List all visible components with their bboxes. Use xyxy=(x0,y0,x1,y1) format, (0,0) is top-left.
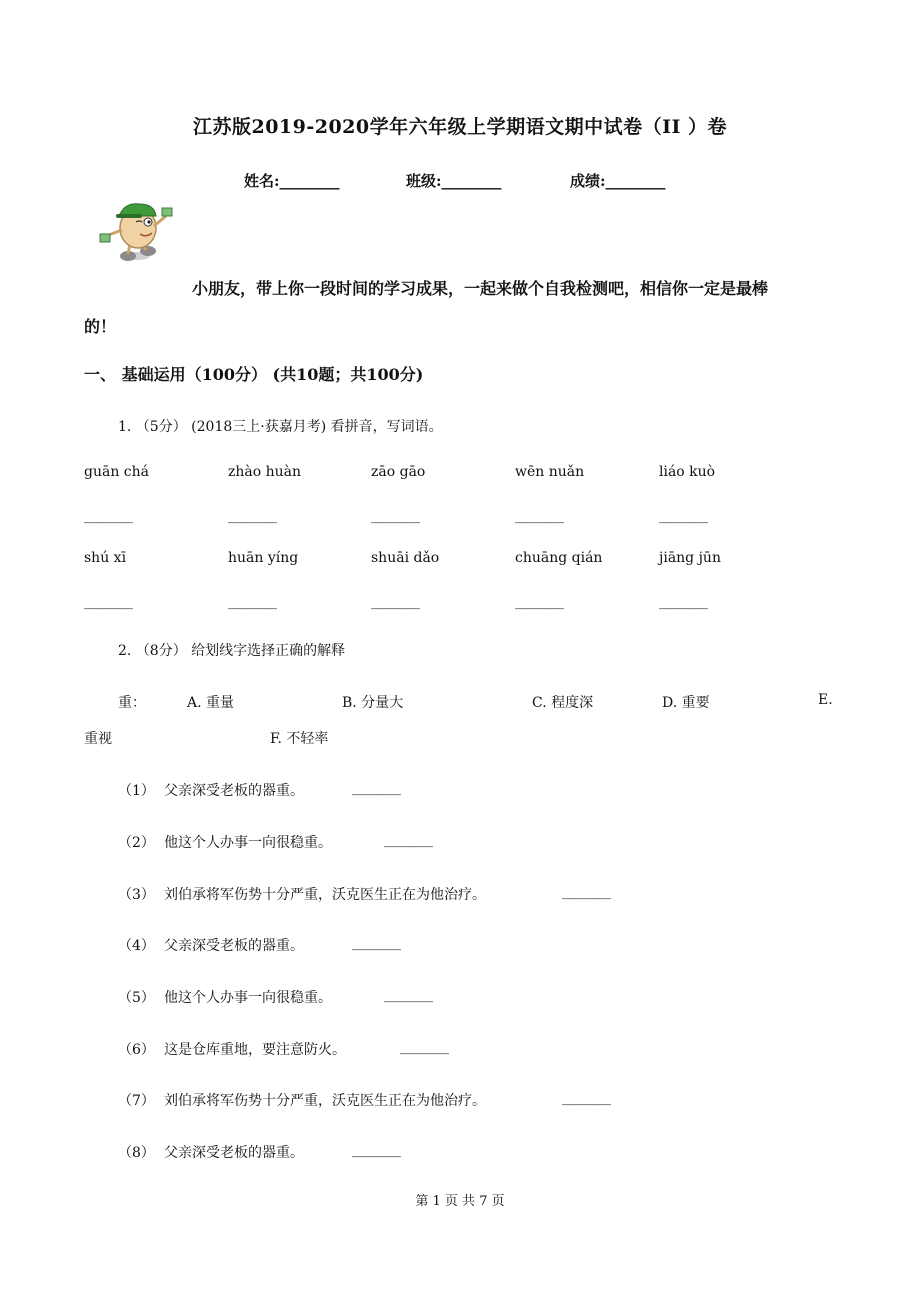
item-sentence: 父亲深受老板的器重。 xyxy=(164,1145,304,1161)
pinyin-item: huān yíng xyxy=(228,550,299,566)
answer-blank[interactable]: ________ xyxy=(384,832,432,848)
page-footer: 第 1 页 共 7 页 xyxy=(415,1194,505,1209)
pinyin-item: zāo gāo xyxy=(371,464,426,480)
item-number: （3） xyxy=(118,887,155,903)
answer-blank[interactable]: ________ xyxy=(371,594,419,610)
section-heading: 一、 基础运用（100分） (共10题；共100分) xyxy=(84,365,424,384)
item-number: （1） xyxy=(118,783,155,799)
score-field: 成绩:________ xyxy=(570,172,666,190)
item-number: （7） xyxy=(118,1093,155,1109)
answer-blank[interactable]: ________ xyxy=(384,987,432,1003)
pinyin-item: guān chá xyxy=(84,464,149,480)
class-field: 班级:________ xyxy=(406,172,502,190)
option-head: 重： xyxy=(118,695,146,711)
option-f: F. 不轻率 xyxy=(270,731,329,747)
answer-blank[interactable]: ________ xyxy=(562,1090,610,1106)
answer-blank[interactable]: ________ xyxy=(228,594,276,610)
answer-blank[interactable]: ________ xyxy=(659,508,707,524)
pinyin-item: zhào huàn xyxy=(228,464,302,480)
page-title: 江苏版2019-2020学年六年级上学期语文期中试卷（II ）卷 xyxy=(192,116,728,138)
pinyin-item: jiāng jūn xyxy=(659,550,721,566)
item-sentence: 刘伯承将军伤势十分严重，沃克医生正在为他治疗。 xyxy=(164,887,486,903)
item-sentence: 他这个人办事一向很稳重。 xyxy=(164,990,332,1006)
option-a: A. 重量 xyxy=(187,695,235,711)
answer-blank[interactable]: ________ xyxy=(352,935,400,951)
pinyin-item: shuāi dǎo xyxy=(371,550,440,566)
option-e: E. xyxy=(818,692,833,708)
option-e-text: 重视 xyxy=(84,731,112,747)
item-number: （2） xyxy=(118,835,155,851)
answer-blank[interactable]: ________ xyxy=(352,1142,400,1158)
item-sentence: 刘伯承将军伤势十分严重，沃克医生正在为他治疗。 xyxy=(164,1093,486,1109)
intro-line-1: 小朋友，带上你一段时间的学习成果，一起来做个自我检测吧，相信你一定是最棒 xyxy=(192,279,769,298)
item-number: （8） xyxy=(118,1145,155,1161)
item-sentence: 他这个人办事一向很稳重。 xyxy=(164,835,332,851)
answer-blank[interactable]: ________ xyxy=(659,594,707,610)
answer-blank[interactable]: ________ xyxy=(84,508,132,524)
item-sentence: 这是仓库重地，要注意防火。 xyxy=(164,1042,346,1058)
question-2-label: 2. （8分） 给划线字选择正确的解释 xyxy=(118,643,346,659)
pinyin-item: wēn nuǎn xyxy=(515,464,585,480)
question-1-label: 1. （5分） (2018三上·获嘉月考) 看拼音，写词语。 xyxy=(118,419,443,435)
option-c: C. 程度深 xyxy=(532,695,594,711)
pinyin-item: shú xī xyxy=(84,550,127,566)
item-sentence: 父亲深受老板的器重。 xyxy=(164,938,304,954)
answer-blank[interactable]: ________ xyxy=(515,594,563,610)
pinyin-item: liáo kuò xyxy=(659,464,716,480)
item-number: （6） xyxy=(118,1042,155,1058)
answer-blank[interactable]: ________ xyxy=(515,508,563,524)
name-field: 姓名:________ xyxy=(244,172,340,190)
item-sentence: 父亲深受老板的器重。 xyxy=(164,783,304,799)
option-b: B. 分量大 xyxy=(342,695,404,711)
option-d: D. 重要 xyxy=(662,695,710,711)
answer-blank[interactable]: ________ xyxy=(371,508,419,524)
intro-line-2: 的！ xyxy=(84,317,117,336)
answer-blank[interactable]: ________ xyxy=(84,594,132,610)
pinyin-item: chuāng qián xyxy=(515,550,603,566)
answer-blank[interactable]: ________ xyxy=(400,1039,448,1055)
mascot-illustration xyxy=(96,196,176,264)
answer-blank[interactable]: ________ xyxy=(228,508,276,524)
answer-blank[interactable]: ________ xyxy=(352,780,400,796)
answer-blank[interactable]: ________ xyxy=(562,884,610,900)
item-number: （5） xyxy=(118,990,155,1006)
item-number: （4） xyxy=(118,938,155,954)
